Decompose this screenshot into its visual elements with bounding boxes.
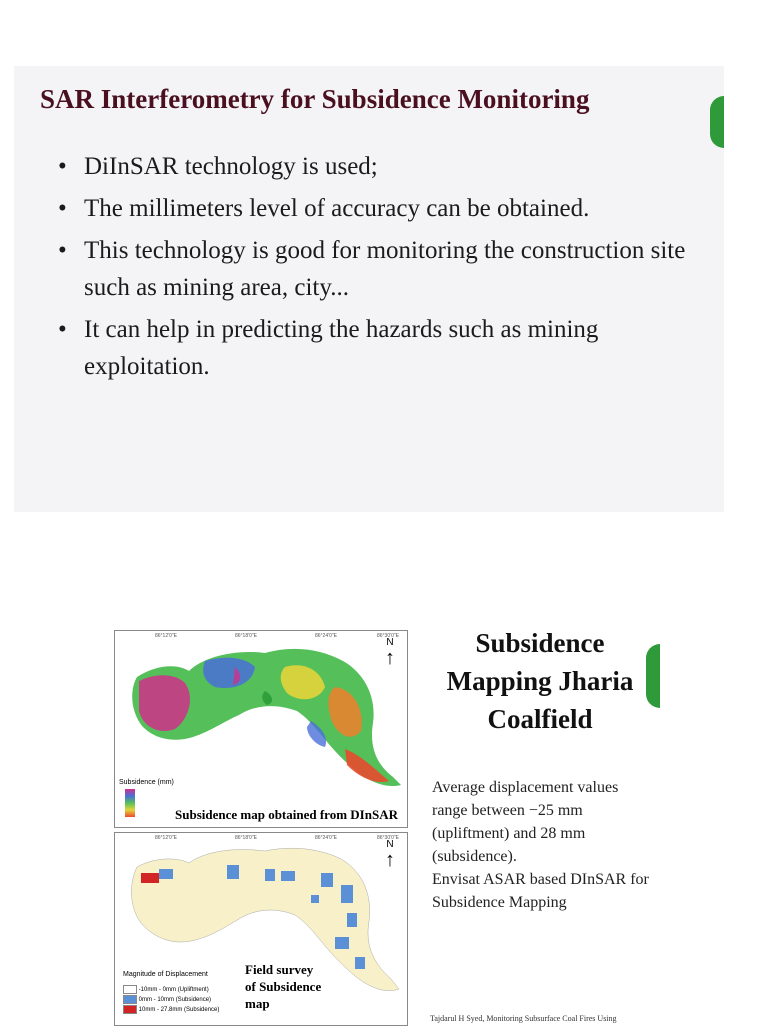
map-coordinate-label: 86°18'0"E xyxy=(235,835,257,841)
bullet-dot-icon: • xyxy=(58,153,67,180)
bullet-dot-icon: • xyxy=(58,237,67,264)
map-coordinate-label: 86°18'0"E xyxy=(235,633,257,639)
legend-swatch xyxy=(123,1005,137,1014)
green-tab-decoration xyxy=(646,644,660,708)
legend-swatch xyxy=(123,995,137,1004)
north-arrow-icon: ↑ xyxy=(385,647,395,669)
method-description: Envisat ASAR based DInSAR for Subsidence Mapping xyxy=(432,871,649,911)
citation: Tajdarul H Syed, Monitoring Subsurface Coal Fires Using xyxy=(430,1014,617,1023)
map-coordinate-label: 86°12'0"E xyxy=(155,835,177,841)
dinsar-subsidence-map xyxy=(114,630,408,828)
bullet-dot-icon: • xyxy=(58,316,67,343)
slide-title: SAR Interferometry for Subsidence Monitoring xyxy=(40,84,590,114)
north-arrow-icon: ↑ xyxy=(385,849,395,871)
legend-swatch xyxy=(123,985,137,994)
north-label: N xyxy=(386,839,394,850)
slide-subsidence-mapping xyxy=(98,618,660,1024)
bullet-item: • This technology is good for monitoring the construction site such as mining area, city... xyxy=(56,232,696,306)
bullet-item: • The millimeters level of accuracy can be obtained. xyxy=(56,190,696,227)
slide-title: Subsidence Mapping Jharia Coalfield xyxy=(446,628,634,734)
slide-subsidence-monitoring xyxy=(14,66,724,512)
map-coordinate-label: 86°30'0"E xyxy=(377,835,399,841)
map-caption: Subsidence map obtained from DInSAR xyxy=(175,807,398,822)
field-survey-map xyxy=(114,832,408,1026)
legend-item: -10mm - 0mm (Upliftment) xyxy=(123,985,209,994)
displacement-description: Average displacement values range between −25 mm (upliftment) and 28 mm (subsidence). xyxy=(432,779,619,865)
map-coordinate-label: 86°24'0"E xyxy=(315,633,337,639)
bullet-dot-icon: • xyxy=(58,195,67,222)
bullet-list xyxy=(56,148,696,390)
legend-title: Subsidence (mm) xyxy=(119,779,174,786)
map-coordinate-label: 86°12'0"E xyxy=(155,633,177,639)
legend-color-ramp xyxy=(125,789,135,817)
field-survey-label: Field survey of Subsidence map xyxy=(245,962,322,1011)
subsidence-raster xyxy=(115,631,407,827)
map-coordinate-label: 86°24'0"E xyxy=(315,835,337,841)
green-tab-decoration xyxy=(710,96,724,148)
bullet-item: • It can help in predicting the hazards such as mining exploitation. xyxy=(56,311,696,385)
map-coordinate-label: 86°30'0"E xyxy=(377,633,399,639)
north-label: N xyxy=(386,637,394,648)
legend-item: 0mm - 10mm (Subsidence) xyxy=(123,995,211,1004)
legend-item: 10mm - 27.8mm (Subsidence) xyxy=(123,1005,219,1014)
legend-title: Magnitude of Displacement xyxy=(123,971,208,978)
bullet-item: • DiInSAR technology is used; xyxy=(56,148,696,185)
